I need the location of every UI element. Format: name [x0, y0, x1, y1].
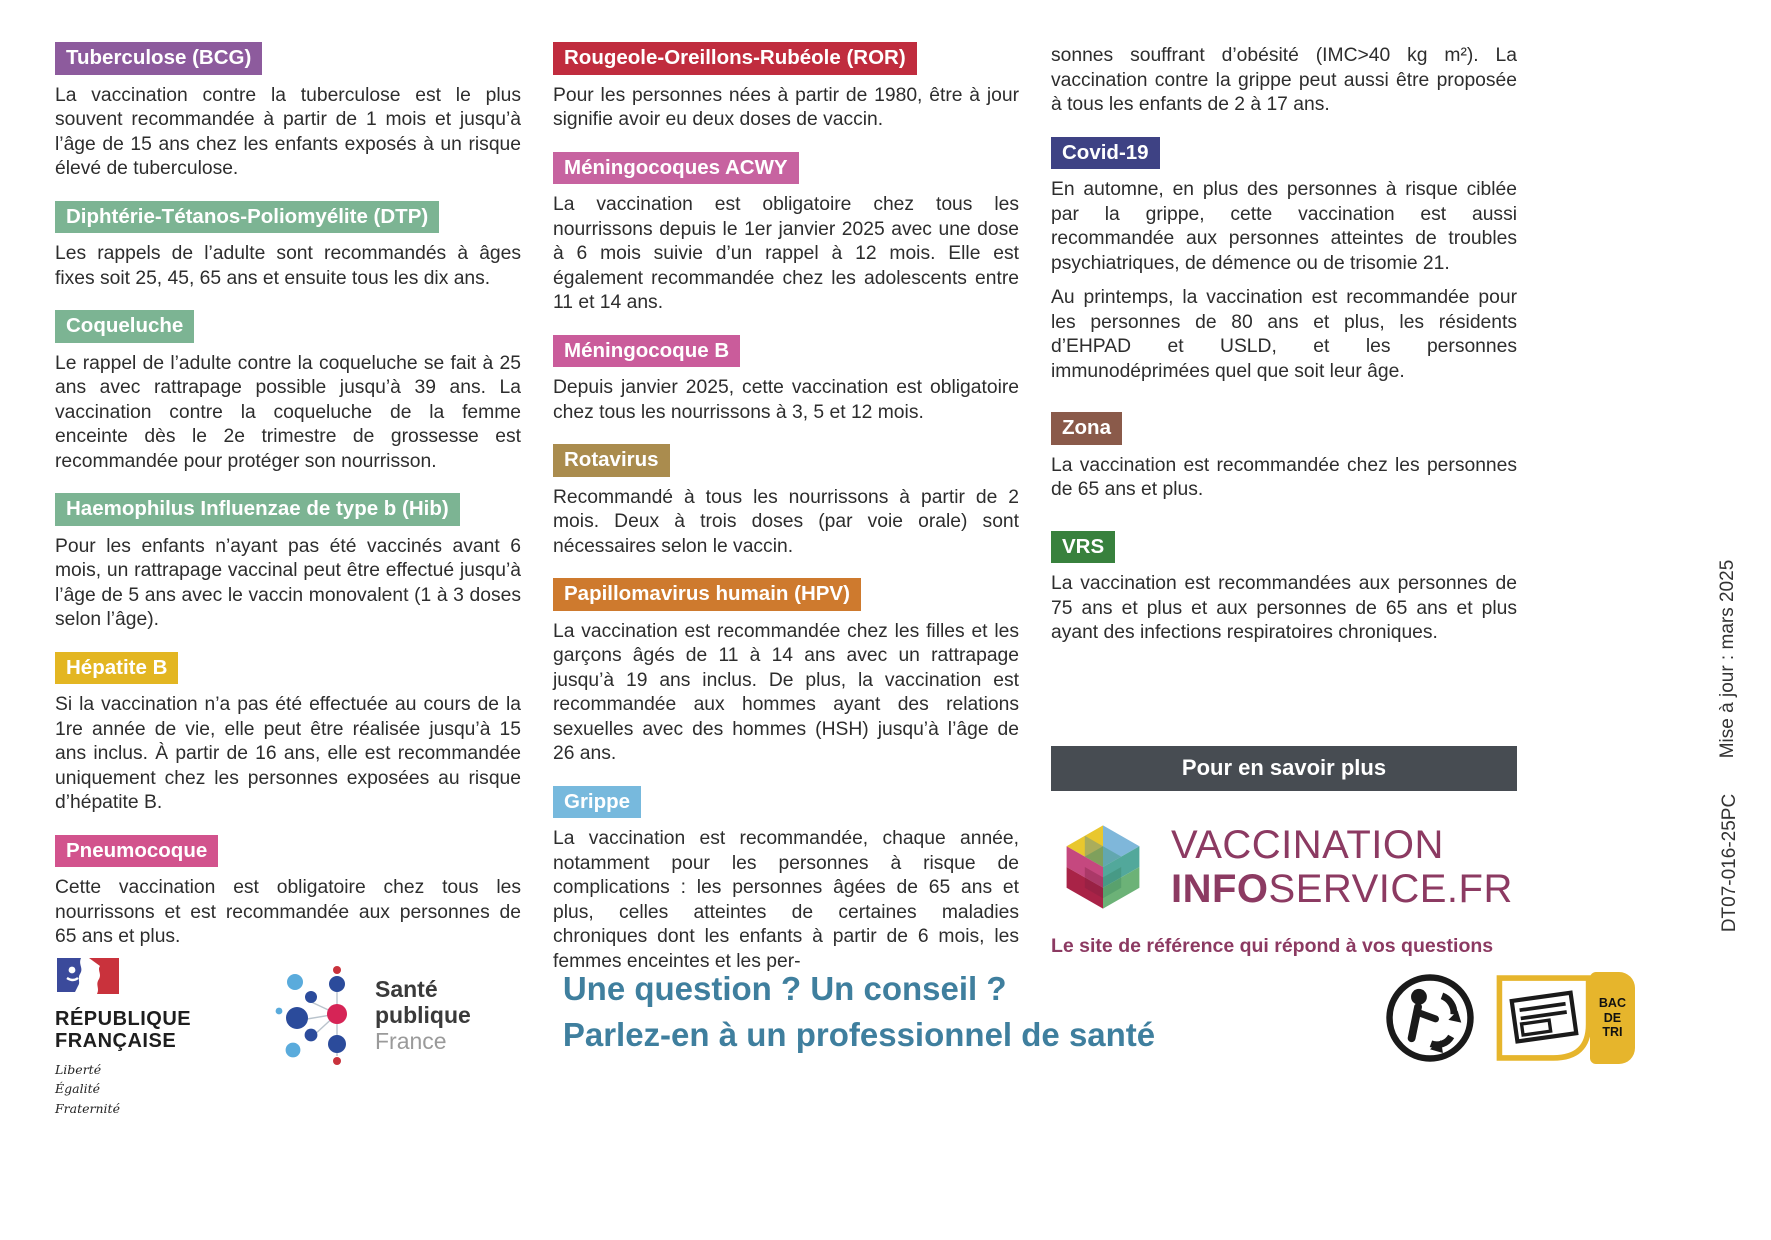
rf-motto-liberte: Liberté: [55, 1062, 102, 1077]
badge-hib: Haemophilus Influenzae de type b (Hib): [55, 493, 460, 526]
bac-de-tri-tag: [1590, 972, 1635, 1064]
badge-dtp: Diphtérie-Tétanos-Poliomyélite (DTP): [55, 201, 439, 234]
question-banner: [563, 966, 1155, 1058]
grippe-continuation: [1051, 42, 1517, 131]
badge-grippe: Grippe: [553, 786, 641, 819]
badge-hpv: Papillomavirus humain (HPV): [553, 578, 861, 611]
text-grippe: La vaccination est recommandée, chaque année, notamment pour les personnes à risque de complications : les personnes âgées de 65 ans et plus, celles atteintes de certaines maladies chroniques dont les enfants à partir de 6 mois, les femmes enceintes et les per-: [553, 828, 1019, 972]
badge-coqueluche: Coqueluche: [55, 310, 194, 343]
side-reference-code: DT07-016-25PC: [1719, 793, 1740, 933]
text-hib: Pour les enfants n’ayant pas été vaccinés avant 6 mois, un rattrapage vaccinal peut être effectué jusqu’à l’âge de 5 ans avec le vaccin monovalent (1 à 3 doses selon l’âge).: [55, 535, 521, 631]
spf-name-france: France: [375, 1027, 447, 1054]
side-update-date: Mise à jour : mars 2025: [1717, 559, 1738, 759]
info-tri-icon: [1492, 972, 1635, 1064]
eco-icons: [1384, 972, 1635, 1064]
text-coqueluche: Le rappel de l’adulte contre la coqueluche se fait à 25 ans avec rattrapage possible jusqu’à 39 ans. La vaccination contre la coqueluche de la femme enceinte dès le 2e trimestre de grossesse est recommandée pour protéger son nourrisson.: [55, 352, 521, 472]
spf-name-publique: publique: [375, 1002, 471, 1029]
bac-tag-line1: BAC: [1598, 996, 1626, 1011]
footer: [55, 956, 1635, 1118]
rf-name: [55, 1008, 225, 1052]
section-hepatite-b: [55, 646, 521, 816]
more-info-banner: Pour en savoir plus: [1051, 746, 1517, 791]
section-hib: [55, 487, 521, 633]
rf-motto: [55, 1060, 225, 1118]
text-tuberculose: La vaccination contre la tuberculose est le plus souvent recommandée à partir de 1 mois et jusqu’à l’âge de 15 ans chez les enfants exposés à un risque élevé de tuberculose.: [55, 84, 521, 180]
sante-publique-france-logo: [273, 964, 471, 1068]
text-zona: La vaccination est recommandée chez les personnes de 65 ans et plus.: [1051, 454, 1517, 501]
section-pneumocoque: [55, 829, 521, 950]
badge-pneumocoque: Pneumocoque: [55, 835, 218, 868]
text-dtp: Les rappels de l’adulte sont recommandés à âges fixes soit 25, 45, 65 ans et ensuite tous les dix ans.: [55, 243, 521, 289]
column-1: [55, 42, 521, 987]
section-meningocoque-b: [553, 329, 1019, 426]
column-3: [1051, 42, 1517, 958]
section-rotavirus: [553, 438, 1019, 559]
french-flag-icon: [55, 956, 121, 998]
vaccination-info-service-wordmark: [1171, 825, 1513, 909]
badge-zona: Zona: [1051, 412, 1122, 445]
column-2: [553, 42, 1019, 987]
rf-motto-fraternite: Fraternité: [55, 1100, 120, 1116]
rf-name-line2: FRANÇAISE: [55, 1030, 177, 1052]
vis-tagline: Le site de référence qui répond à vos questions: [1051, 935, 1494, 957]
text-meningocoques-acwy: La vaccination est obligatoire chez tous les nourrissons depuis le 1er janvier 2025 avec une dose à 6 mois suivie d’un rappel à 12 mois. Elle est également recommandée chez les adolescents entre 11 et 14 ans.: [553, 194, 1019, 314]
badge-hepatite-b: Hépatite B: [55, 652, 178, 685]
spf-network-icon: [273, 964, 365, 1068]
section-ror: [553, 42, 1019, 133]
spf-name: [375, 977, 471, 1054]
badge-meningocoque-b: Méningocoque B: [553, 335, 740, 368]
text-covid-19-printemps: Au printemps, la vaccination est recommandée pour les personnes de 80 ans et plus, les résidents d’EHPAD et USLD, et les personnes immunodéprimées quel que soit leur âge.: [1051, 287, 1517, 382]
vis-info-bold: INFO: [1171, 867, 1269, 911]
content-columns: [55, 42, 1517, 987]
column-3-spacer: [1051, 668, 1517, 746]
text-ror: Pour les personnes nées à partir de 1980, être à jour signifie avoir eu deux doses de vaccin.: [553, 84, 1019, 131]
bac-tag-line3: TRI: [1602, 1025, 1623, 1040]
badge-covid-19: Covid-19: [1051, 137, 1160, 170]
rf-name-line1: RÉPUBLIQUE: [55, 1008, 192, 1030]
question-line1: Une question ? Un conseil ?: [562, 970, 1007, 1007]
envelope-sorting-icon: [1492, 972, 1596, 1064]
vaccination-info-service-logo: [1051, 815, 1517, 919]
badge-meningocoques-acwy: Méningocoques ACWY: [553, 152, 799, 185]
section-vrs: [1051, 525, 1517, 659]
triman-recycling-icon: [1384, 972, 1476, 1064]
spf-name-sante: Santé: [375, 976, 438, 1003]
bac-tag-line2: DE: [1603, 1010, 1622, 1025]
question-line2: Parlez-en à un professionnel de santé: [562, 1016, 1156, 1054]
vis-line1: VACCINATION: [1171, 823, 1444, 867]
vis-line2: [1171, 869, 1513, 909]
badge-tuberculose: Tuberculose (BCG): [55, 42, 262, 75]
section-hpv: [553, 572, 1019, 767]
section-meningocoques-acwy: [553, 146, 1019, 316]
rf-motto-egalite: Égalité: [55, 1081, 100, 1097]
badge-rotavirus: Rotavirus: [553, 444, 670, 477]
text-vrs: La vaccination est recommandées aux personnes de 75 ans et plus et aux personnes de 65 ans et plus ayant des infections respiratoires chroniques.: [1051, 573, 1517, 644]
vis-service-fr: SERVICE.FR: [1268, 867, 1513, 911]
badge-ror: Rougeole-Oreillons-Rubéole (ROR): [553, 42, 917, 75]
text-hpv: La vaccination est recommandée chez les filles et les garçons âgés de 11 à 14 ans avec un rattrapage jusqu’à 19 ans inclus. De plus, la vaccination est recommandée aux hommes ayant des relations sexuelles avec des hommes (HSH) jusqu’à l’âge de 26 ans.: [553, 620, 1019, 765]
text-pneumocoque: Cette vaccination est obligatoire chez tous les nourrissons et est recommandée aux personnes de 65 ans et plus.: [55, 877, 521, 948]
text-rotavirus: Recommandé à tous les nourrissons à partir de 2 mois. Deux à trois doses (par voie orale) sont nécessaires selon le vaccin.: [553, 486, 1019, 557]
text-meningocoque-b: Depuis janvier 2025, cette vaccination est obligatoire chez tous les nourrissons à 3, 5 et 12 mois.: [553, 377, 1019, 423]
text-grippe-continuation: sonnes souffrant d’obésité (IMC>40 kg m²). La vaccination contre la grippe peut aussi être proposée à tous les enfants de 2 à 17 ans.: [1051, 45, 1517, 115]
section-covid-19: [1051, 131, 1517, 398]
cube-mosaic-icon: [1051, 815, 1155, 919]
section-zona: [1051, 406, 1517, 516]
republique-francaise-logo: [55, 956, 225, 1118]
section-dtp: [55, 195, 521, 292]
section-grippe: [553, 780, 1019, 975]
text-hepatite-b: Si la vaccination n’a pas été effectuée au cours de la 1re année de vie, elle peut être réalisée jusqu’à 15 ans inclus. À partir de 16 ans, elle est recommandée uniquement chez les personnes exposées au risque d’hépatite B.: [55, 694, 521, 814]
section-coqueluche: [55, 304, 521, 474]
section-tuberculose: [55, 42, 521, 182]
badge-vrs: VRS: [1051, 531, 1115, 564]
text-covid-19-automne: En automne, en plus des personnes à risque ciblée par la grippe, cette vaccination est aussi recommandée aux personnes atteintes de troubles psychiatriques, de démence ou de trisomie 21.: [1051, 179, 1517, 274]
